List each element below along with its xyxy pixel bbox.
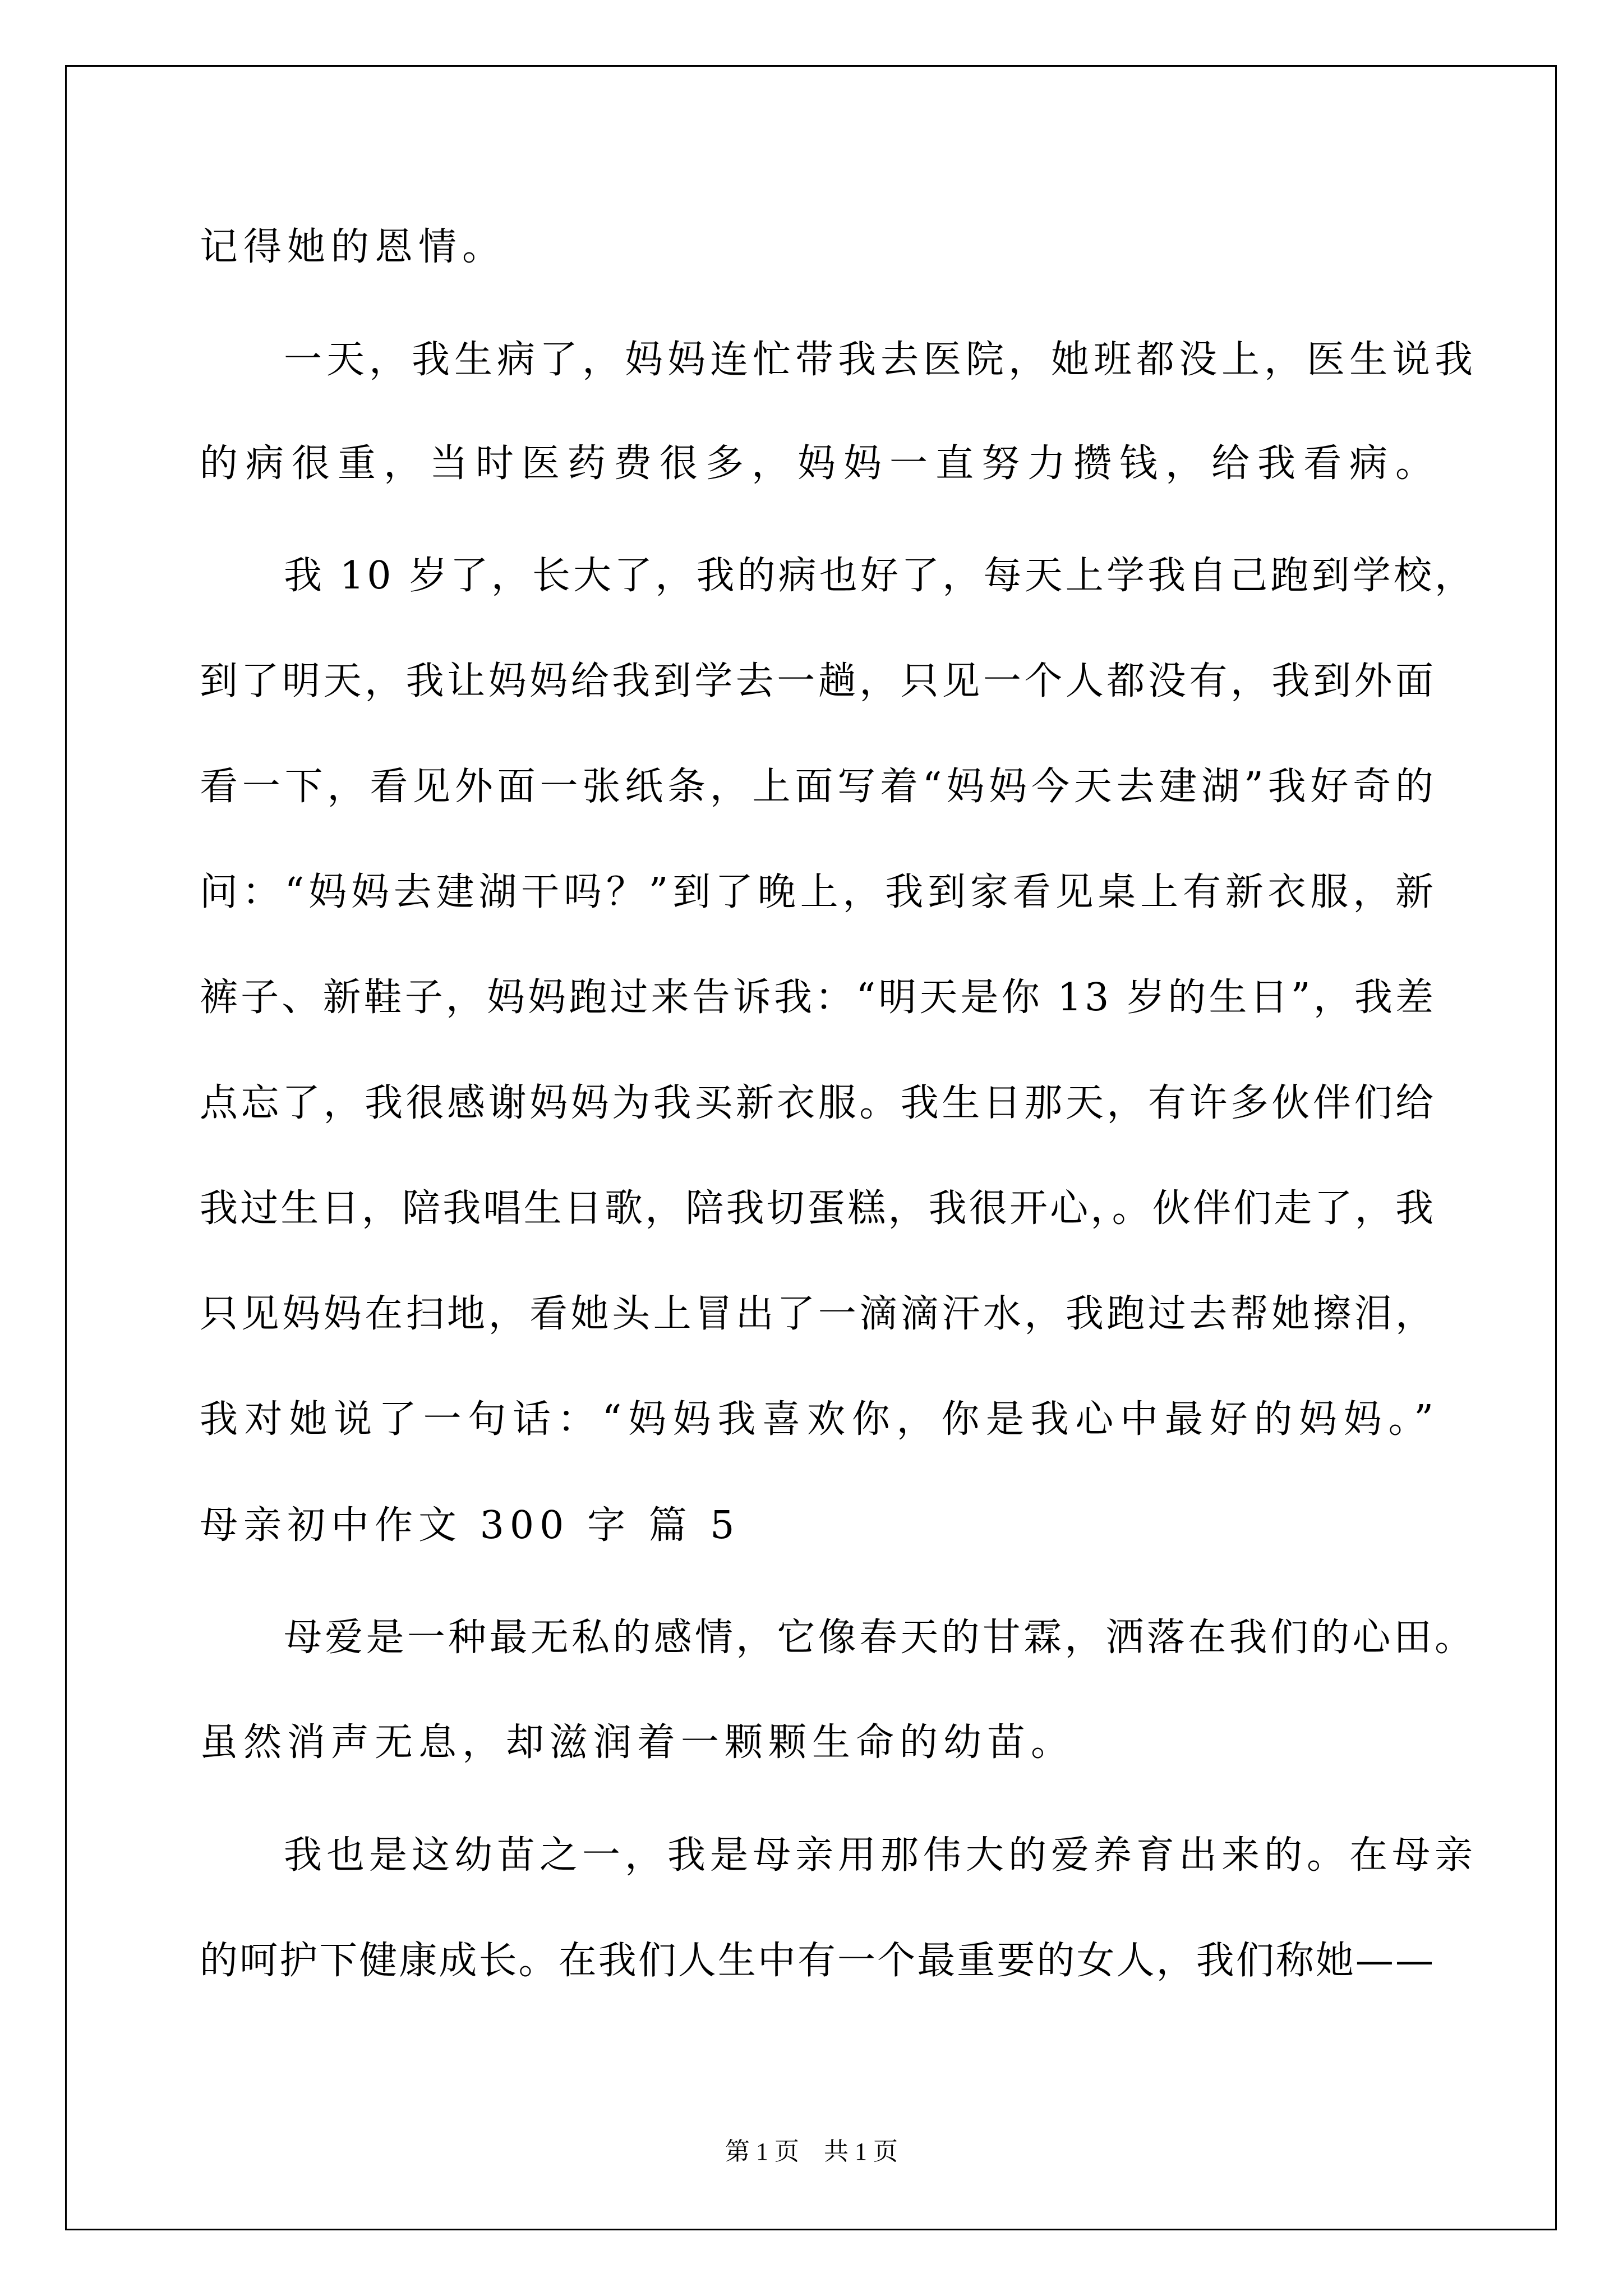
text-line-15: 虽然消声无息，却滋润着一颗颗生命的幼苗。: [200, 1720, 1075, 1765]
page-number: 第 1 页: [725, 2138, 799, 2165]
text-line-2: 一天，我生病了，妈妈连忙带我去医院，她班都没上，医生说我: [284, 338, 1477, 382]
text-line-9: 点忘了，我很感谢妈妈为我买新衣服。我生日那天，有许多伙伴们给: [200, 1081, 1437, 1125]
text-line-17: 的呵护下健康成长。在我们人生中有一个最重要的女人，我们称她——: [200, 1939, 1436, 1983]
text-line-3: 的病很重，当时医药费很多，妈妈一直努力攒钱，给我看病。: [200, 441, 1441, 486]
text-line-6: 看一下，看见外面一张纸条，上面写着“妈妈今天去建湖”我好奇的: [200, 765, 1438, 809]
page-border: [65, 65, 1557, 2230]
text-line-14: 母爱是一种最无私的感情，它像春天的甘霖，洒落在我们的心田。: [284, 1616, 1476, 1660]
text-line-10: 我过生日，陪我唱生日歌，陪我切蛋糕，我很开心，。伙伴们走了，我: [200, 1186, 1436, 1231]
text-line-11: 只见妈妈在扫地，看她头上冒出了一滴滴汗水，我跑过去帮她擦泪，: [200, 1292, 1437, 1336]
page-footer: [0, 2131, 1623, 2167]
text-line-4: 我 10 岁了，长大了，我的病也好了，每天上学我自己跑到学校，: [284, 554, 1476, 598]
text-line-1: 记得她的恩情。: [200, 225, 506, 269]
text-line-16: 我也是这幼苗之一，我是母亲用那伟大的爱养育出来的。在母亲: [284, 1833, 1477, 1878]
text-line-8: 裤子、新鞋子，妈妈跑过来告诉我：“明天是你 13 岁的生日”，我差: [200, 976, 1437, 1020]
text-line-12: 我对她说了一句话：“妈妈我喜欢你，你是我心中最好的妈妈。”: [200, 1397, 1440, 1442]
section-heading: 母亲初中作文 300 字 篇 5: [200, 1503, 740, 1548]
page-total: 共 1 页: [824, 2138, 898, 2165]
text-line-7: 问：“妈妈去建湖干吗？”到了晚上，我到家看见桌上有新衣服，新: [200, 870, 1438, 914]
text-line-5: 到了明天，我让妈妈给我到学去一趟，只见一个人都没有，我到外面: [200, 659, 1437, 703]
